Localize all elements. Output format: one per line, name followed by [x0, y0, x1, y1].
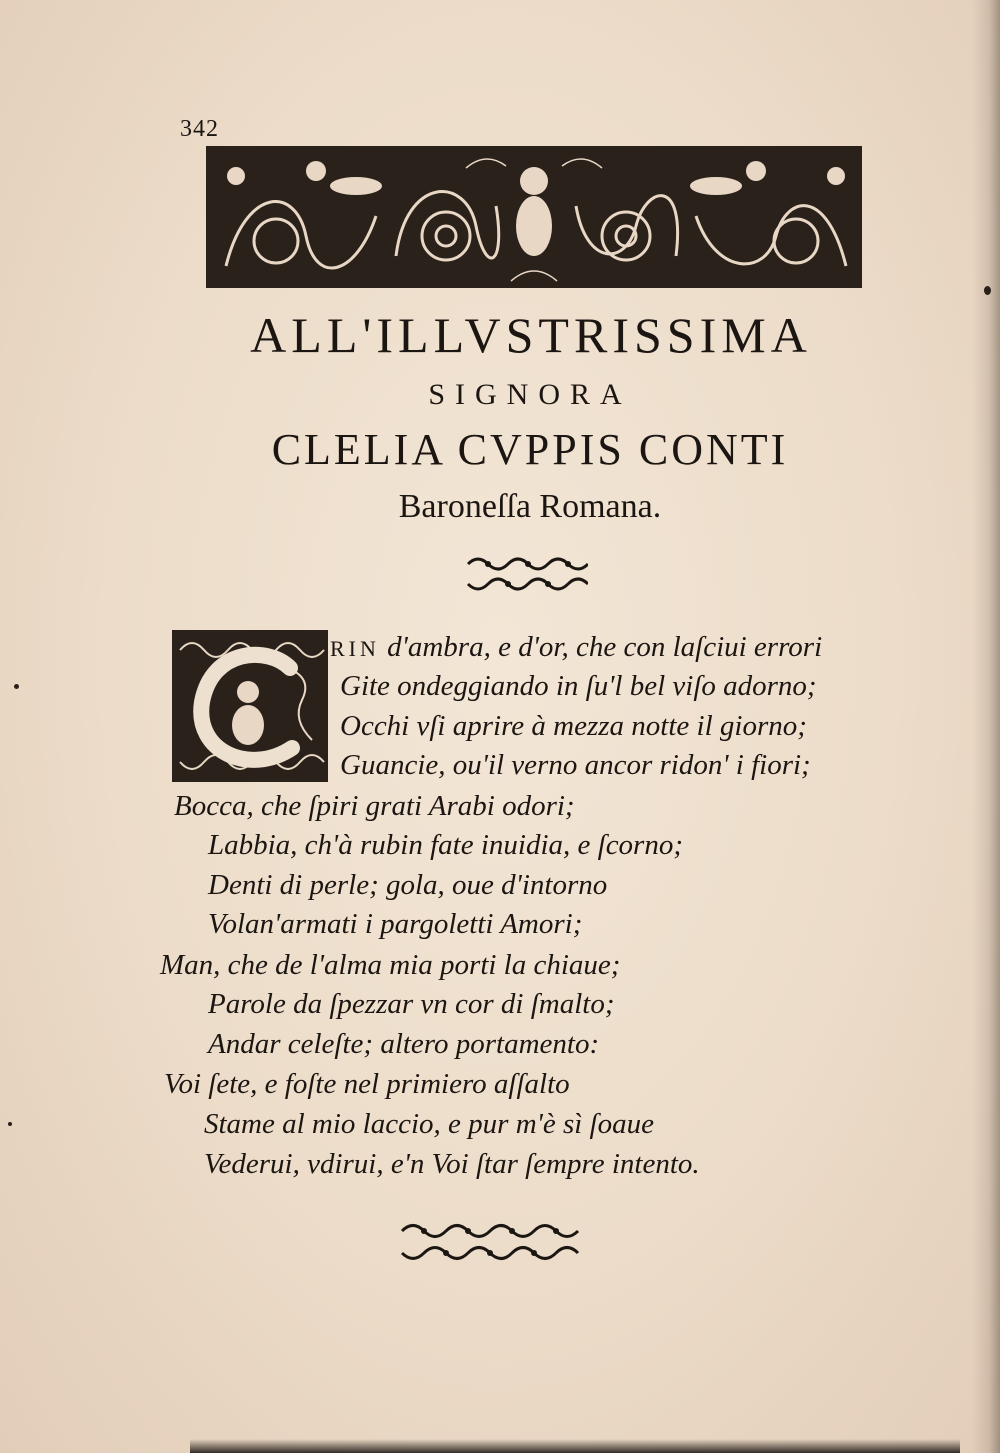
verse-line-13: Stame al mio laccio, e pur m'è sì ſoaue [204, 1108, 654, 1140]
verse-line-8: Volan'armati i pargoletti Amori; [208, 908, 583, 940]
verse-line-7: Denti di perle; gola, oue d'intorno [208, 869, 608, 901]
verse-line-11: Andar celeſte; altero portamento: [208, 1028, 600, 1060]
verse-line-5: Bocca, che ſpiri grati Arabi odori; [174, 790, 575, 822]
verse-text: d'ambra, e d'or, che con laſciui errori [387, 631, 823, 663]
verse-line-3: Occhi vſi aprire à mezza notte il giorno; [340, 710, 807, 742]
verse-line-9: Man, che de l'alma mia porti la chiaue; [160, 949, 621, 981]
verse-line-1 [330, 631, 822, 664]
verse-line-12: Voi ſete, e foſte nel primiero aſſalto [164, 1068, 570, 1100]
verse-line-6: Labbia, ch'à rubin fate inuidia, e ſcorno; [208, 829, 684, 861]
fleuron-ornament-bottom [396, 1218, 582, 1266]
dedication-line-1: ALL'ILLVSTRISSIMA [250, 307, 812, 363]
verse-line-10: Parole da ſpezzar vn cor di ſmalto; [208, 988, 615, 1020]
verse-line-4: Guancie, ou'il verno ancor ridon' i fiori; [340, 749, 811, 781]
verse-line-14: Vederui, vdirui, e'n Voi ſtar ſempre intento. [204, 1148, 700, 1180]
dedication-line-3: CLELIA CVPPIS CONTI [271, 425, 789, 474]
page-number: 342 [180, 116, 219, 142]
dedication-line-2: SIGNORA [428, 378, 632, 411]
first-word-remainder: RIN [330, 636, 380, 661]
dedication-line-4: Baroneſſa Romana. [398, 488, 662, 525]
verse-line-2: Gite ondeggiando in ſu'l bel viſo adorno; [340, 670, 817, 702]
